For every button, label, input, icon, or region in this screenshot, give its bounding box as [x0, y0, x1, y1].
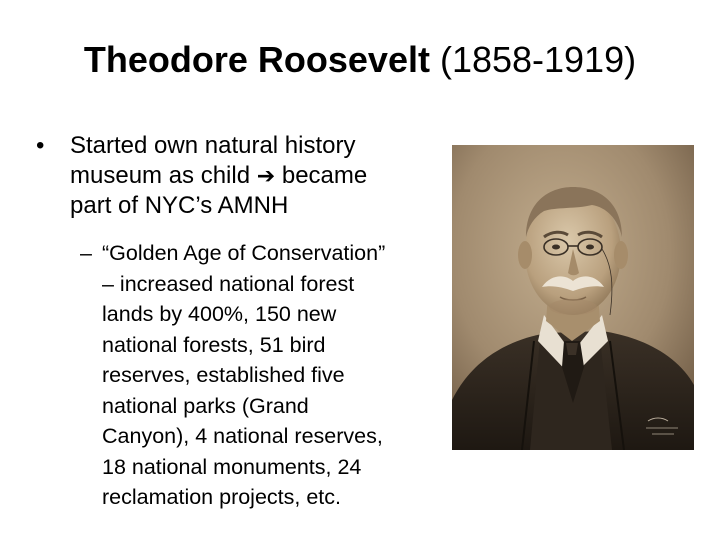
title-name: Theodore Roosevelt: [83, 39, 430, 80]
sub-bullet-line: “Golden Age of Conservation”: [102, 241, 386, 265]
bullet-line-part: became: [281, 162, 368, 189]
bullet-line-part: museum as child: [70, 162, 251, 189]
sub-bullet-text: [102, 238, 452, 513]
sub-bullet-line: 18 national monuments, 24: [102, 454, 362, 479]
slide-title: [0, 38, 720, 81]
title-years: (1858-1919): [429, 39, 637, 80]
sub-bullet-line: Canyon), 4 national reserves,: [102, 424, 383, 448]
bullet-text: [70, 131, 450, 221]
sub-bullet-line: – increased national forest: [102, 271, 355, 296]
sub-bullet-line: lands by 400%, 150 new: [102, 302, 337, 326]
right-arrow-icon: ➔: [256, 163, 276, 188]
bullet-marker: •: [36, 132, 45, 159]
portrait-photo: [452, 145, 694, 450]
sub-bullet-line: reserves, established five: [102, 363, 345, 387]
sub-bullet-line: national parks (Grand: [102, 393, 309, 418]
bullet-line-with-arrow: [70, 161, 450, 191]
sub-bullet-line: reclamation projects, etc.: [102, 485, 341, 509]
bullet-line: Started own natural history: [70, 132, 356, 159]
bullet-line: part of NYC’s AMNH: [70, 192, 289, 219]
sub-bullet-line: national forests, 51 bird: [102, 332, 326, 357]
sub-bullet-marker: –: [80, 241, 92, 265]
